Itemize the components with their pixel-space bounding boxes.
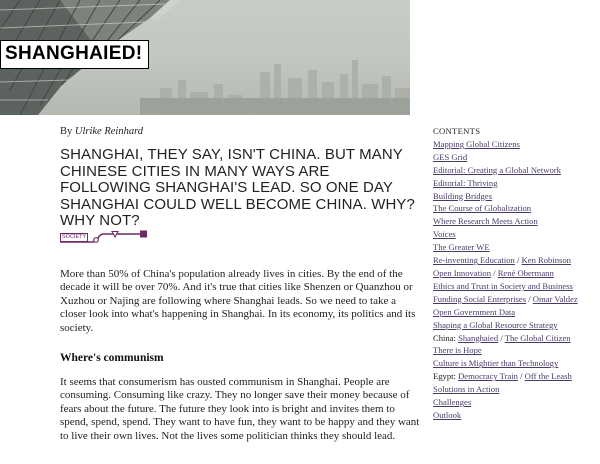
contents-item (433, 409, 598, 422)
society-tag-graphic (60, 230, 156, 250)
author-name: Ulrike Reinhard (74, 126, 144, 137)
contents-item (433, 306, 598, 319)
contents-item (433, 177, 598, 190)
contents-link[interactable]: Shaping a Global Resource Strategy (433, 319, 558, 330)
contents-separator: / (517, 371, 525, 382)
contents-item (433, 151, 598, 164)
contents-link[interactable]: Mapping Global Citizens (433, 138, 520, 149)
contents-link[interactable]: Omar Valdez (532, 293, 578, 304)
contents-item (433, 254, 598, 267)
contents-link[interactable]: Voices (433, 229, 456, 240)
contents-item (433, 383, 598, 396)
contents-link[interactable]: Challenges (433, 397, 472, 408)
contents-link[interactable]: Funding Social Enterprises (433, 293, 527, 304)
contents-item (433, 370, 598, 383)
section-heading: Where's communism (60, 352, 164, 364)
contents-item (433, 241, 598, 254)
contents-link[interactable]: GES Grid (433, 151, 468, 162)
contents-section-prefix: China: (433, 332, 456, 343)
hero-image (0, 0, 410, 115)
society-tag-label: SOCIETY (62, 234, 87, 240)
contents-link[interactable]: Building Bridges (433, 190, 492, 201)
article-lede: SHANGHAI, THEY SAY, ISN'T CHINA. BUT MANY CHINESE CITIES IN MANY WAYS ARE FOLLOWING SHANGHAI'S LEAD. SO ONE DAY SHANGHAI COULD WELL BECOME CHINA. WHY? WHY NOT? (60, 146, 415, 229)
paragraph-2: It seems that consumerism has ousted communism in Shanghai. People are consuming. Consuming like crazy. They no longer save their money because of fears about the future. The future they look into is bright and invites them to spend, spend, spend. They want to have fun, they want to be happy and they want to live their own lives. Not the lives some politician thinks they should lead. (60, 376, 420, 442)
contents-link[interactable]: The Greater WE (433, 242, 490, 253)
hero-title: SHANGHAIED! (0, 40, 149, 69)
contents-item (433, 138, 598, 151)
contents-section-prefix: Egypt: (433, 371, 456, 382)
byline-prefix: By (60, 126, 73, 137)
article (60, 118, 420, 442)
contents-link[interactable]: René Obermann (497, 267, 554, 278)
contents-item (433, 202, 598, 215)
contents-item (433, 344, 598, 357)
contents-link[interactable]: Off the Leash (524, 371, 572, 382)
contents-link[interactable]: Ethics and Trust in Society and Business (433, 280, 573, 291)
contents-item (433, 280, 598, 293)
contents-link[interactable]: Culture is Mightier than Technology (433, 358, 559, 369)
contents-link[interactable]: Open Innovation (433, 267, 491, 278)
contents-separator: / (498, 332, 505, 343)
contents-item (433, 190, 598, 203)
contents-item (433, 332, 598, 345)
contents-item (433, 215, 598, 228)
paragraph-1: More than 50% of China's population already lives in cities. By the end of the decade it will be over 70%. And it's true that cities like Shenzen or Quanzhou or Xuzhou or Najing are following where Shanghai leads. So we need to take a closer look into what's happening in Shanghai. In its economy, its politics and its society. (60, 268, 416, 334)
contents-link[interactable]: Where Research Meets Action (433, 216, 538, 227)
contents-link[interactable]: Re-inventing Education (433, 255, 515, 266)
byline (60, 126, 415, 137)
contents-sidebar (433, 125, 598, 422)
contents-list (433, 138, 598, 422)
contents-link[interactable]: Editorial: Thriving (433, 177, 498, 188)
contents-link[interactable]: Outlook (433, 409, 462, 420)
contents-link[interactable]: Democracy Train (458, 371, 518, 382)
contents-separator: / (514, 255, 522, 266)
contents-item (433, 228, 598, 241)
contents-heading: CONTENTS (433, 126, 481, 136)
contents-link[interactable]: Editorial: Creating a Global Network (433, 164, 561, 175)
contents-link[interactable]: Shanghaied (458, 332, 499, 343)
contents-link[interactable]: Open Government Data (433, 306, 516, 317)
contents-link[interactable]: There is Hope (433, 345, 482, 356)
contents-item (433, 293, 598, 306)
contents-item (433, 164, 598, 177)
contents-link[interactable]: Solutions in Action (433, 384, 500, 395)
contents-link[interactable]: The Global Citizen (504, 332, 571, 343)
contents-link[interactable]: The Course of Globalization (433, 203, 532, 214)
contents-item (433, 396, 598, 409)
contents-item (433, 267, 598, 280)
contents-link[interactable]: Ken Robinson (521, 255, 571, 266)
contents-separator: / (526, 293, 533, 304)
contents-separator: / (491, 267, 498, 278)
contents-item (433, 357, 598, 370)
contents-item (433, 319, 598, 332)
